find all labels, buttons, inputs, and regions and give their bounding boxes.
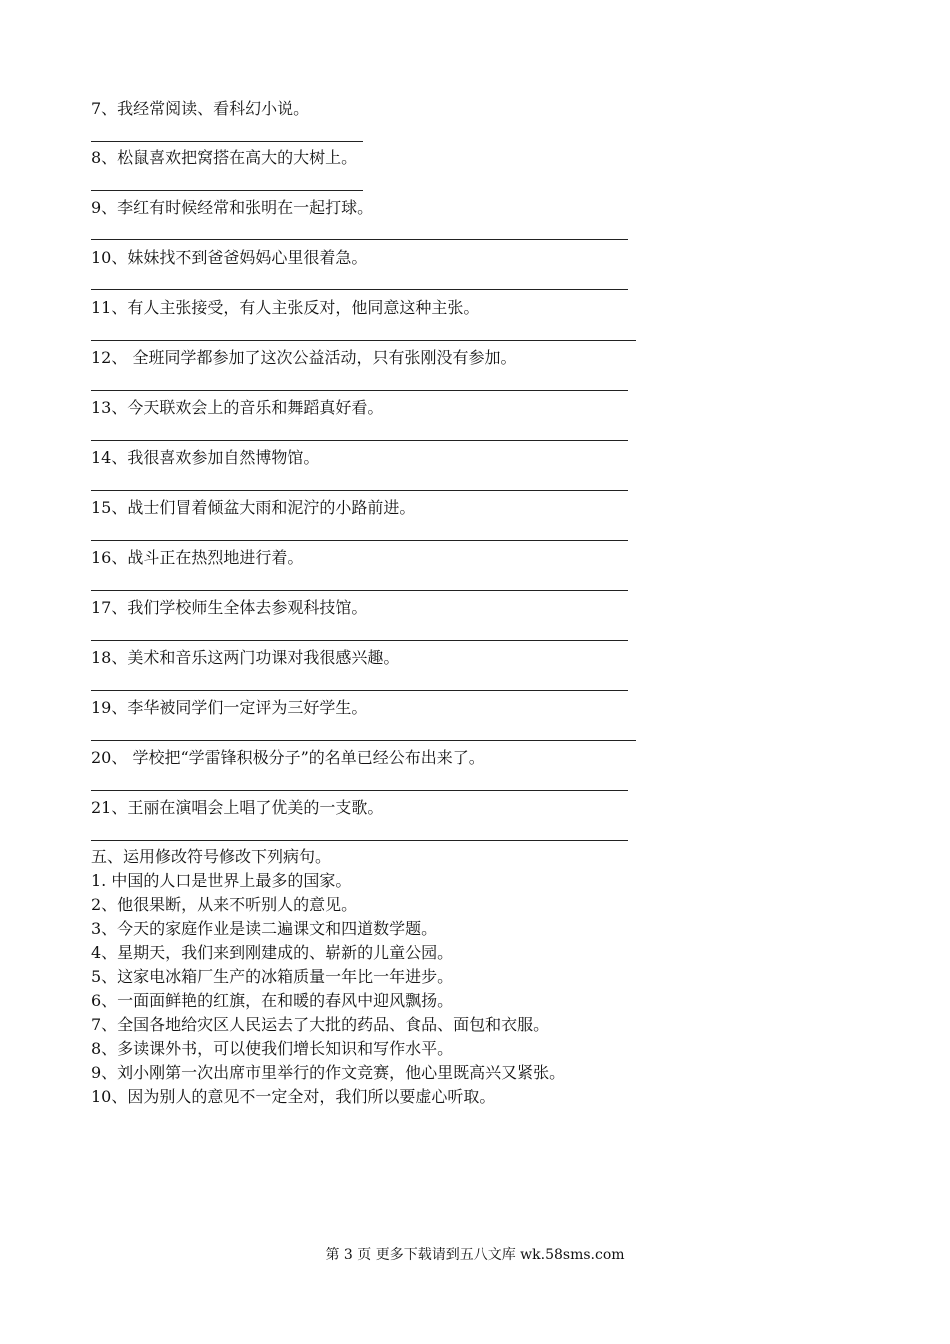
faulty-sentence-9: 9、刘小刚第一次出席市里举行的作文竞赛，他心里既高兴又紧张。 xyxy=(91,1063,566,1082)
sentence-21: 21、王丽在演唱会上唱了优美的一支歌。 xyxy=(91,798,384,817)
faulty-sentence-10: 10、因为别人的意见不一定全对，我们所以要虚心听取。 xyxy=(91,1087,496,1106)
answer-line-10 xyxy=(91,289,628,290)
faulty-sentence-8: 8、多读课外书，可以使我们增长知识和写作水平。 xyxy=(91,1039,454,1058)
faulty-sentence-1: 1. 中国的人口是世界上最多的国家。 xyxy=(91,871,352,890)
answer-line-21 xyxy=(91,840,628,841)
sentence-13: 13、今天联欢会上的音乐和舞蹈真好看。 xyxy=(91,398,384,417)
sentence-15: 15、战士们冒着倾盆大雨和泥泞的小路前进。 xyxy=(91,498,416,517)
answer-line-20 xyxy=(91,790,628,791)
answer-line-17 xyxy=(91,640,628,641)
page-footer: 第 3 页 更多下载请到五八文库 wk.58sms.com xyxy=(325,1247,625,1263)
sentence-18: 18、美术和音乐这两门功课对我很感兴趣。 xyxy=(91,648,400,667)
sentence-12: 12、 全班同学都参加了这次公益活动，只有张刚没有参加。 xyxy=(91,348,517,367)
sentence-19: 19、李华被同学们一定评为三好学生。 xyxy=(91,698,368,717)
sentence-14: 14、我很喜欢参加自然博物馆。 xyxy=(91,448,320,467)
faulty-sentence-2: 2、他很果断，从来不听别人的意见。 xyxy=(91,895,358,914)
faulty-sentence-3: 3、今天的家庭作业是读二遍课文和四道数学题。 xyxy=(91,919,438,938)
answer-line-7 xyxy=(91,141,363,142)
answer-line-18 xyxy=(91,690,628,691)
section-5-heading: 五、运用修改符号修改下列病句。 xyxy=(91,847,332,866)
sentence-7: 7、我经常阅读、看科幻小说。 xyxy=(91,99,310,118)
faulty-sentence-5: 5、这家电冰箱厂生产的冰箱质量一年比一年进步。 xyxy=(91,967,454,986)
answer-line-19 xyxy=(91,740,636,741)
answer-line-9 xyxy=(91,239,628,240)
answer-line-15 xyxy=(91,540,628,541)
faulty-sentence-7: 7、全国各地给灾区人民运去了大批的药品、食品、面包和衣服。 xyxy=(91,1015,550,1034)
answer-line-14 xyxy=(91,490,628,491)
sentence-8: 8、松鼠喜欢把窝搭在高大的大树上。 xyxy=(91,148,358,167)
sentence-9: 9、李红有时候经常和张明在一起打球。 xyxy=(91,198,374,217)
answer-line-13 xyxy=(91,440,628,441)
faulty-sentence-4: 4、星期天，我们来到刚建成的、崭新的儿童公园。 xyxy=(91,943,454,962)
answer-line-12 xyxy=(91,390,628,391)
answer-line-16 xyxy=(91,590,628,591)
faulty-sentence-6: 6、一面面鲜艳的红旗，在和暖的春风中迎风飘扬。 xyxy=(91,991,454,1010)
sentence-20: 20、 学校把“学雷锋积极分子”的名单已经公布出来了。 xyxy=(91,748,485,767)
sentence-10: 10、妹妹找不到爸爸妈妈心里很着急。 xyxy=(91,248,368,267)
sentence-17: 17、我们学校师生全体去参观科技馆。 xyxy=(91,598,368,617)
sentence-16: 16、战斗正在热烈地进行着。 xyxy=(91,548,304,567)
sentence-11: 11、有人主张接受，有人主张反对，他同意这种主张。 xyxy=(91,298,480,317)
answer-line-8 xyxy=(91,190,363,191)
answer-line-11 xyxy=(91,340,636,341)
